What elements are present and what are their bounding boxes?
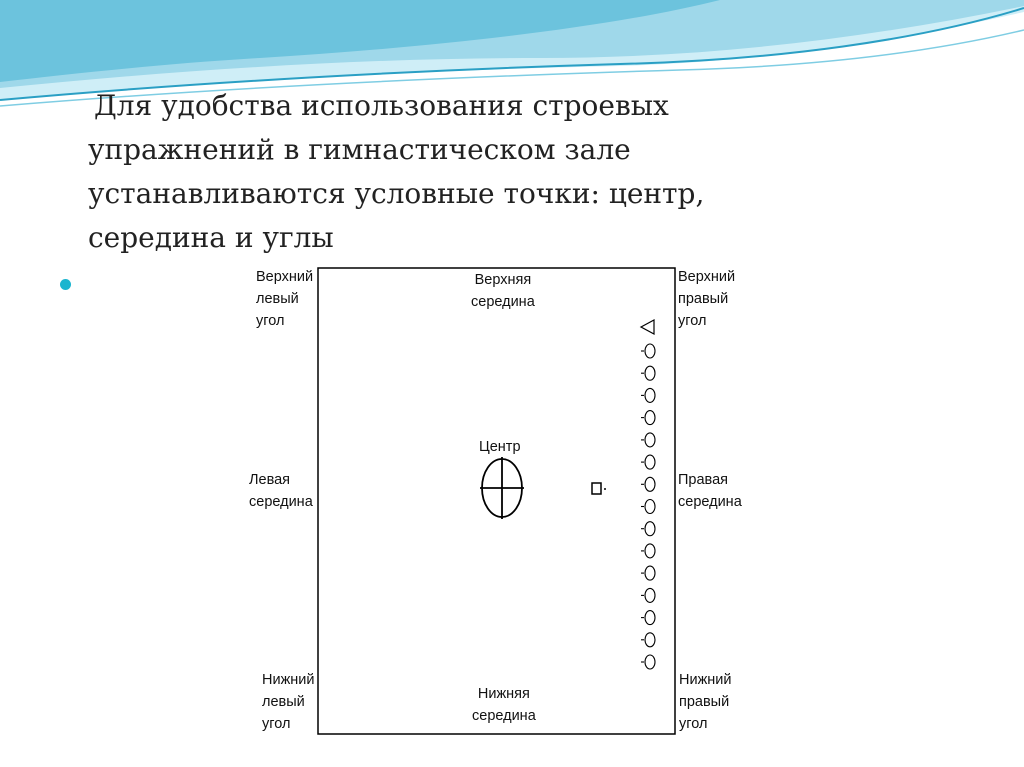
title-line-4: середина и углы bbox=[88, 221, 334, 254]
label-bottom-left-corner: Нижний левый угол bbox=[262, 672, 315, 732]
label-right-middle: Правая середина bbox=[678, 472, 742, 510]
label-top-middle: Верхняя середина bbox=[471, 272, 535, 310]
label-bottom-right-corner: Нижний правый угол bbox=[679, 672, 732, 732]
label-top-left-corner: Верхний левый угол bbox=[256, 269, 314, 329]
gym-hall-outline bbox=[318, 268, 675, 734]
gym-hall-drawing bbox=[248, 264, 745, 737]
label-center: Центр bbox=[479, 439, 521, 455]
label-left-middle: Левая середина bbox=[249, 472, 313, 510]
gym-hall-diagram bbox=[248, 264, 745, 737]
slide-title bbox=[88, 84, 808, 260]
label-bottom-middle: Нижняя середина bbox=[472, 686, 536, 724]
title-line-2: упражнений в гимнастическом зале bbox=[88, 133, 631, 166]
title-line-1: Для удобства использования строевых bbox=[94, 89, 669, 122]
label-top-right-corner: Верхний правый угол bbox=[678, 269, 736, 329]
title-line-3: устанавливаются условные точки: центр, bbox=[88, 177, 705, 210]
bullet-point-icon bbox=[60, 279, 71, 290]
